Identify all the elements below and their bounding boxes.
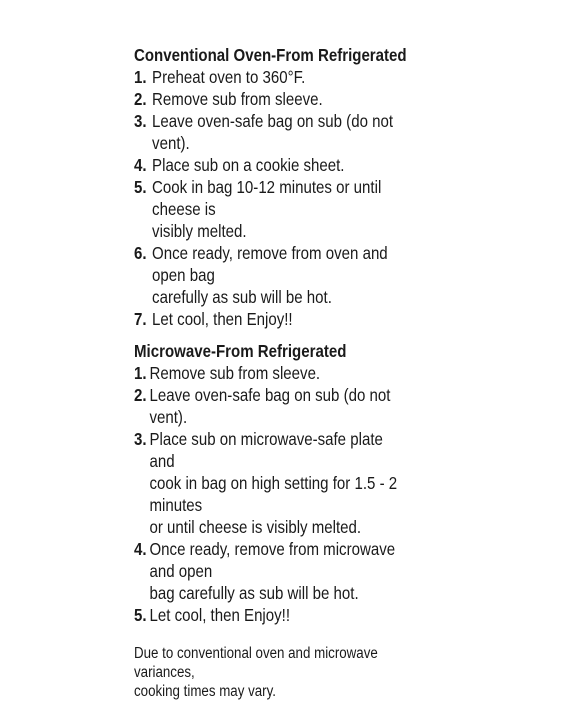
step-number: 1.	[134, 363, 147, 383]
step-text: Let cool, then Enjoy!!	[152, 309, 293, 329]
step-number: 2.	[134, 385, 147, 405]
microwave-step	[134, 538, 409, 604]
step-number: 2.	[134, 89, 147, 109]
step-number: 7.	[134, 309, 147, 329]
variance-note: Due to conventional oven and microwave variances, cooking times may vary.	[134, 645, 378, 700]
step-number: 3.	[134, 429, 147, 449]
oven-step	[134, 66, 409, 88]
step-number: 1.	[134, 67, 147, 87]
step-text: Once ready, remove from oven and open bag carefully as sub will be hot.	[152, 243, 388, 307]
step-number: 5.	[134, 605, 147, 625]
step-number: 3.	[134, 111, 147, 131]
step-number: 6.	[134, 243, 147, 263]
step-text: Remove sub from sleeve.	[149, 363, 321, 383]
oven-section	[134, 44, 409, 330]
step-text: Let cool, then Enjoy!!	[149, 605, 291, 625]
microwave-step	[134, 428, 409, 538]
oven-step	[134, 176, 409, 242]
microwave-section-title: Microwave-From Refrigerated	[134, 341, 347, 361]
oven-step	[134, 154, 409, 176]
step-number: 4.	[134, 539, 147, 559]
step-text: Preheat oven to 360°F.	[152, 67, 306, 87]
microwave-section	[134, 340, 409, 626]
oven-step	[134, 242, 409, 308]
step-text: Once ready, remove from microwave and open bag carefully as sub will be hot.	[149, 539, 396, 603]
step-number: 4.	[134, 155, 147, 175]
microwave-step	[134, 362, 409, 384]
step-text: Remove sub from sleeve.	[152, 89, 323, 109]
step-text: Leave oven-safe bag on sub (do not vent).	[152, 111, 394, 153]
oven-section-title: Conventional Oven-From Refrigerated	[134, 45, 407, 65]
oven-step	[134, 308, 409, 330]
step-text: Leave oven-safe bag on sub (do not vent).	[149, 385, 391, 427]
step-text: Cook in bag 10-12 minutes or until cheese is visibly melted.	[152, 177, 382, 241]
step-text: Place sub on a cookie sheet.	[152, 155, 345, 175]
microwave-step	[134, 384, 409, 428]
oven-step	[134, 110, 409, 154]
microwave-step	[134, 604, 409, 626]
step-text: Place sub on microwave-safe plate and cook in bag on high setting for 1.5 - 2 minutes or until cheese is visibly melted.	[149, 429, 398, 537]
cooking-instructions	[134, 44, 409, 717]
step-number: 5.	[134, 177, 147, 197]
oven-steps-list	[134, 66, 409, 330]
microwave-steps-list	[134, 362, 409, 626]
oven-step	[134, 88, 409, 110]
